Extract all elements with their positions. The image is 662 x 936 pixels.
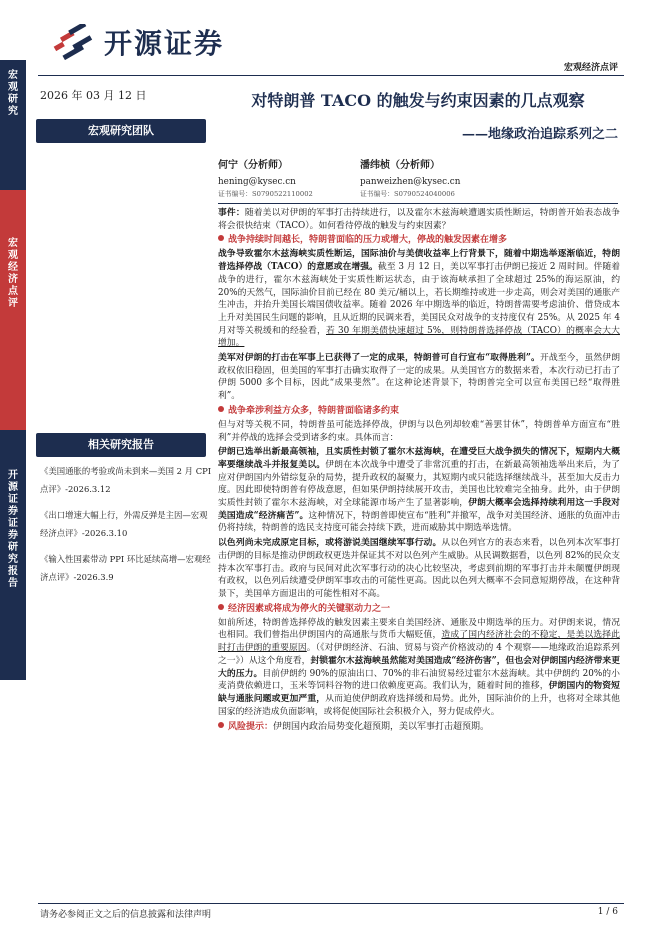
side-strip-label: 宏观研究 [8,70,18,117]
bullet-icon [218,604,224,610]
paragraph-text: 从以色列官方的表态来看，以色列本次军事打击伊朗的目标是推动伊朗政权更迭并保证其不对以色列产生威胁。从民调数据看，以色列 82%的民众支持本次军事打击。政府与民间对此次军事行动的决心比较坚决，考虑到前期的军事打击并未颠覆伊朗现有政权，以色列后续遭受伊朗军事攻击的可能性更高。因此以色列大概率不会同意短期停战，在这种背景下，美国单方面退出的可能性相对不高。 [218,538,620,599]
section-heading-text: 战争持续时间越长，特朗普面临的压力或增大，停战的触发因素在增多 [228,235,508,246]
analyst-divider [218,203,618,204]
risk-heading [218,721,620,734]
related-report-item[interactable]: 《出口增速大幅上行，外需反弹是主因—宏观经济点评》-2026.3.10 [40,510,208,538]
body-paragraph [218,352,620,403]
team-label: 宏观研究团队 [36,119,206,143]
analyst-name: 何宁（分析师） [218,160,288,171]
event-paragraph [218,207,620,232]
bullet-icon [218,406,224,412]
paragraph-text: 这种情况下，特朗普即使宣布“胜利”并撤军，战争对美国经济、通胀的负面冲击仍将持续，特朗普的选民支持度可能会持续下跌，进而威胁其中期选举选情。 [218,510,621,534]
page-number: 1 / 6 [597,907,618,917]
event-text: 随着美以对伊朗的军事打击持续进行，以及霍尔木兹海峡遭遇实质性断运，特朗普开始表态战争将会很快结束（TACO）。如何看待停战的触发与约束因素？ [218,208,620,231]
side-strip-research [0,60,26,190]
header-divider [38,75,624,76]
bullet-icon [218,722,224,728]
bold-text: 伊朗大概率会选择持续利用这一手段对美国造成“经济痛苦”。 [218,498,620,521]
body-paragraph [218,537,620,601]
related-reports-title: 相关研究报告 [36,433,206,457]
risk-label: 风险提示： [228,722,274,733]
paragraph-text: 如前所述，特朗普选择停战的触发因素主要来自美国经济、通胀及中期选举的压力。对伊朗来说，情况也相同。我们曾指出伊朗国内的高通胀与货币大幅贬值， [218,617,620,641]
brand-name: 开源证券 [104,27,225,60]
report-body [218,207,620,735]
paragraph-text: 截至 3 月 12 日，美以军事打击伊朗已接近 2 周时间。伴随着战争的进行，霍尔木兹海峡处于实质性断运状态，由于该海峡承担了全球超过 25%的海运原油，约 20%的天然气，国际油价目前已经在 80 美元/桶以上，若长期维持或进一步走高，则会对美国的通胀产生冲击，并抬升美国长端国债收益率。随着 2026 年中期选举的临近，特朗普需要考虑油价、借贷成本上升对美国民生问题的影响，且从近期的民调来看，美国民众对战争的支持度仅有 25%。从 2025 年 4 月对等关税缓和的经验看， [218,262,620,336]
side-strip-category [0,190,26,430]
report-subtitle: ——地缘政治追踪系列之二 [461,127,618,142]
bold-text: 美军对伊朗的打击在军事上已获得了一定的成果，特朗普可自行宣布“取得胜利”。 [218,353,540,364]
body-paragraph [218,446,620,535]
related-reports-list [40,462,212,594]
section-heading [218,405,620,418]
section-heading [218,603,620,616]
footer-divider [38,903,624,904]
paragraph-text: 伊朗在本次战争中遭受了非常沉重的打击，在新最高领袖选举出来后，为了应对伊朗国内外错综复杂的局势，提升政权的凝聚力，其短期内或只能选择继续战斗，甚至加大反击力度。因此即使特朗普有停战意愿，但如果伊朗持续展开攻击，美国也比较难完全抽身。此外，由于伊朗实质性封锁了霍尔木兹海峡，对全球能源市场产生了显著影响， [218,459,620,509]
related-report-item[interactable]: 《美国通胀的考验或尚未到来—美国 2 月 CPI 点评》-2026.3.12 [40,466,212,494]
paragraph-text: 从而迫使伊朗政府选择缓和局势。此外，国际油价的上升，也将对全球其他国家的经济造成负面影响，或将促使国际社会积极介入，努力促成停火。 [218,693,620,717]
section-heading-text: 经济因素或将成为停火的关键驱动力之一 [228,603,391,614]
analyst-cert: 证书编号：S0790524040006 [360,190,455,198]
bold-text: 封锁霍尔木兹海峡虽然能对美国造成“经济伤害”，但也会对伊朗国内经济带来更大的压力。 [218,655,620,679]
report-category: 宏观经济点评 [563,63,618,73]
bold-text: 战争导致霍尔木兹海峡实质性断运，国际油价与美债收益率上行背景下，随着中期选举逐渐临近，特朗普选择停战（TACO）的意愿或在增强。 [218,249,620,273]
body-paragraph [218,248,620,350]
analyst-card [218,160,313,200]
paragraph-text: 目前伊朗约 90%的原油出口、70%的非石油贸易经过霍尔木兹海峡。其中伊朗约 20%的小麦消费依赖进口，玉米等饲料谷物的进口依赖度更高。我们认为，随着时间的推移， [218,668,620,692]
analyst-card [360,160,460,200]
risk-text: 伊朗国内政治局势变化超预期，美以军事打击超预期。 [273,722,490,733]
bullet-icon [218,235,224,241]
body-paragraph [218,419,620,444]
event-label: 事件： [218,208,245,218]
side-strip-label: 宏观经济点评 [8,238,18,309]
logo-mark-icon [52,24,96,60]
footer-disclaimer: 请务必参阅正文之后的信息披露和法律声明 [40,910,212,920]
company-logo [52,24,224,60]
analyst-cert: 证书编号：S0790522110002 [218,190,313,198]
report-title: 对特朗普 TACO 的触发与约束因素的几点观察 [251,91,585,110]
section-heading-text: 战争牵涉利益方众多，特朗普面临诸多约束 [228,405,400,416]
bold-text: 伊朗国内的物资短缺与通胀问题或更加严重， [218,681,620,704]
bold-text: 以色列尚未完成原定目标，或将游说美国继续军事行动。 [218,538,442,549]
paragraph-text: 但与对等关税不同，特朗普虽可能选择停战，伊朗与以色列却较难“善罢甘休”，特朗普单方面宣布“胜利”并停战的选择会受到诸多约束。具体而言： [218,419,620,443]
analyst-name: 潘纬桢（分析师） [360,160,440,171]
analyst-email[interactable]: panweizhen@kysec.cn [360,177,461,187]
paragraph-text: 。（《对伊朗经济、石油、贸易与资产价格波动的 4 个观察——地缘政治追踪系列之一》）从这个角度看， [218,643,620,666]
side-strip-company [0,430,26,680]
section-heading [218,234,620,247]
side-strip-label: 开源证券证券研究报告 [8,470,18,589]
related-report-item[interactable]: 《输入性国素带动 PPI 环比延续高增—宏观经济点评》-2026.3.9 [40,554,211,582]
underlined-text: 造成了国内经济社会的不稳定，是美以选择此时打击伊朗的重要原因 [218,630,620,654]
report-date: 2026 年 03 月 12 日 [40,89,147,102]
paragraph-text: 开战至今，虽然伊朗政权依旧稳固，但美国的军事打击确实取得了一定的成果。从美国官方的数据来看，本次行动已打击了伊朗 5000 多个目标，因此“成果斐然”。在这种论述背景下，特朗普完全可以宣布美国已经“取得胜利”。 [218,353,620,402]
underlined-text: 若 30 年期美债快速超过 5%，则特朗普选择停战（TACO）的概率会大大增加。 [218,325,620,349]
analyst-email[interactable]: hening@kysec.cn [218,177,296,187]
body-paragraph [218,617,620,719]
bold-text: 伊朗已选举出新最高领袖，且实质性封锁了霍尔木兹海峡，在遭受巨大战争损失的情况下，短期内大概率要继续战斗并报复美以。 [218,447,620,470]
